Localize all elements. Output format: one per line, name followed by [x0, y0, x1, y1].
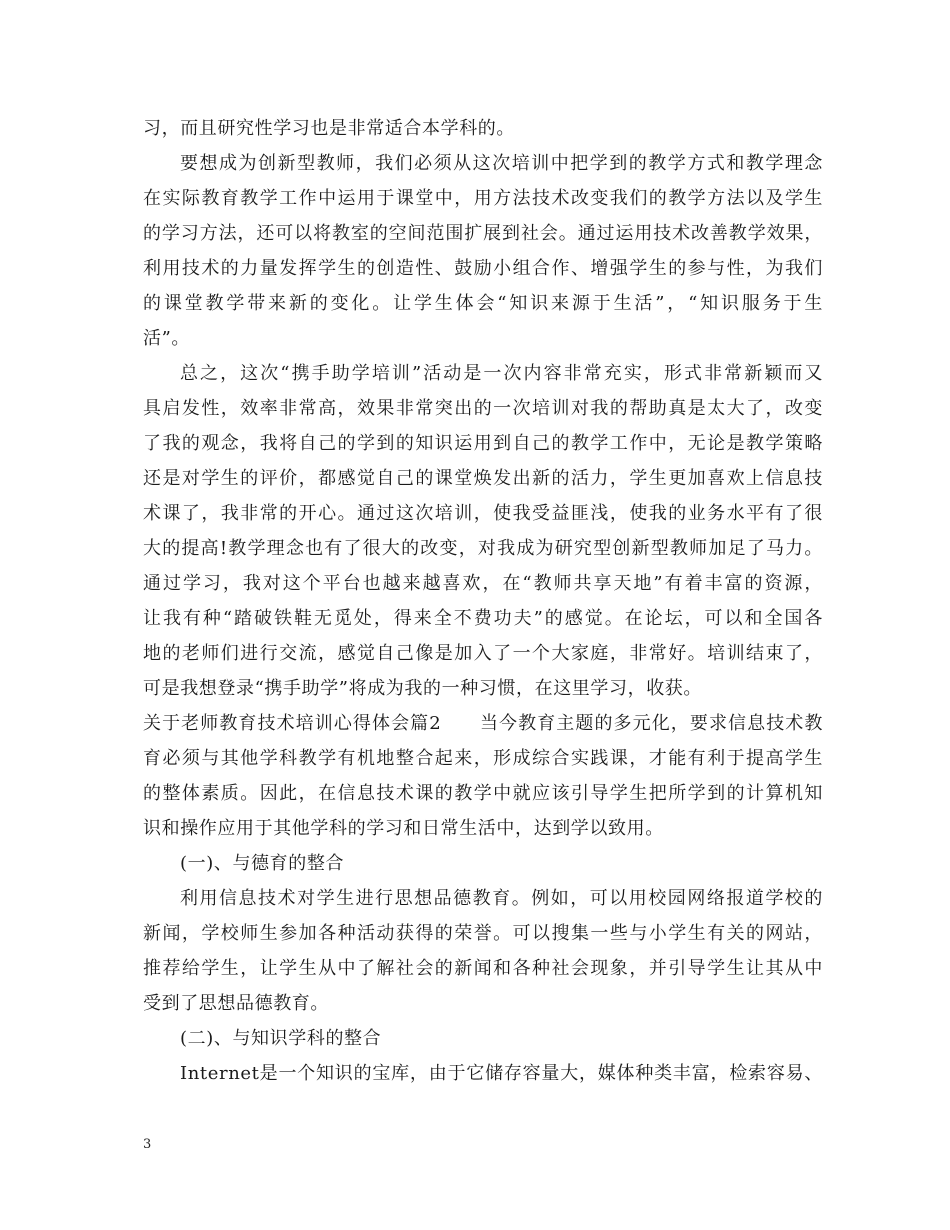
text-line: 还是对学生的评价，都感觉自己的课堂焕发出新的活力，学生更加喜欢上信息技	[143, 468, 823, 489]
text-line: 推荐给学生，让学生从中了解社会的新闻和各种社会现象，并引导学生让其从中	[143, 958, 823, 979]
paragraph-start-line: 要想成为创新型教师，我们必须从这次培训中把学到的教学方式和教学理念	[180, 153, 823, 174]
text-line: 受到了思想品德教育。	[143, 993, 329, 1014]
text-line: 利用技术的力量发挥学生的创造性、鼓励小组合作、增强学生的参与性，为我们	[143, 258, 823, 279]
subheading: (一)、与德育的整合	[180, 853, 345, 874]
subheading: (二)、与知识学科的整合	[180, 1028, 382, 1049]
text-line: 识和操作应用于其他学科的学习和日常生活中，达到学以致用。	[143, 818, 664, 839]
text-line: 通过学习，我对这个平台也越来越喜欢，在“教师共享天地”有着丰富的资源，	[143, 573, 823, 594]
text-line: 可是我想登录“携手助学”将成为我的一种习惯，在这里学习，收获。	[143, 678, 703, 699]
paragraph-start-line: 总之，这次“携手助学培训”活动是一次内容非常充实，形式非常新颖而又	[180, 363, 823, 384]
text-line: 了我的观念，我将自己的学到的知识运用到自己的教学工作中，无论是教学策略	[143, 433, 823, 454]
section-heading-line: 关于老师教育技术培训心得体会篇2 当今教育主题的多元化，要求信息技术教	[143, 713, 823, 734]
text-line: 大的提高!教学理念也有了很大的改变，对我成为研究型创新型教师加足了马力。	[143, 538, 823, 559]
text-line: 具启发性，效率非常高，效果非常突出的一次培训对我的帮助真是太大了，改变	[143, 398, 823, 419]
text-line: 活”。	[143, 328, 191, 349]
text-line: 育必须与其他学科教学有机地整合起来，形成综合实践课，才能有利于提高学生	[143, 748, 823, 769]
text-line: 的整体素质。因此，在信息技术课的教学中就应该引导学生把所学到的计算机知	[143, 783, 823, 804]
text-line: 的课堂教学带来新的变化。让学生体会“知识来源于生活”，“知识服务于生	[143, 293, 823, 314]
text-line: 地的老师们进行交流，感觉自己像是加入了一个大家庭，非常好。培训结束了，	[143, 643, 823, 664]
text-line: 让我有种“踏破铁鞋无觅处，得来全不费功夫”的感觉。在论坛，可以和全国各	[143, 608, 823, 629]
text-line: 习，而且研究性学习也是非常适合本学科的。	[143, 118, 515, 139]
text-line: 新闻，学校师生参加各种活动获得的荣誉。可以搜集一些与小学生有关的网站，	[143, 923, 823, 944]
text-line: 的学习方法，还可以将教室的空间范围扩展到社会。通过运用技术改善教学效果，	[143, 223, 823, 244]
text-line: 在实际教育教学工作中运用于课堂中，用方法技术改变我们的教学方法以及学生	[143, 188, 823, 209]
paragraph-start-line: 利用信息技术对学生进行思想品德教育。例如，可以用校园网络报道学校的	[180, 888, 823, 909]
page-number: 3	[143, 1137, 152, 1152]
text-line: 术课了，我非常的开心。通过这次培训，使我受益匪浅，使我的业务水平有了很	[143, 503, 823, 524]
paragraph-start-line: Internet是一个知识的宝库，由于它储存容量大，媒体种类丰富，检索容易、	[180, 1063, 823, 1084]
